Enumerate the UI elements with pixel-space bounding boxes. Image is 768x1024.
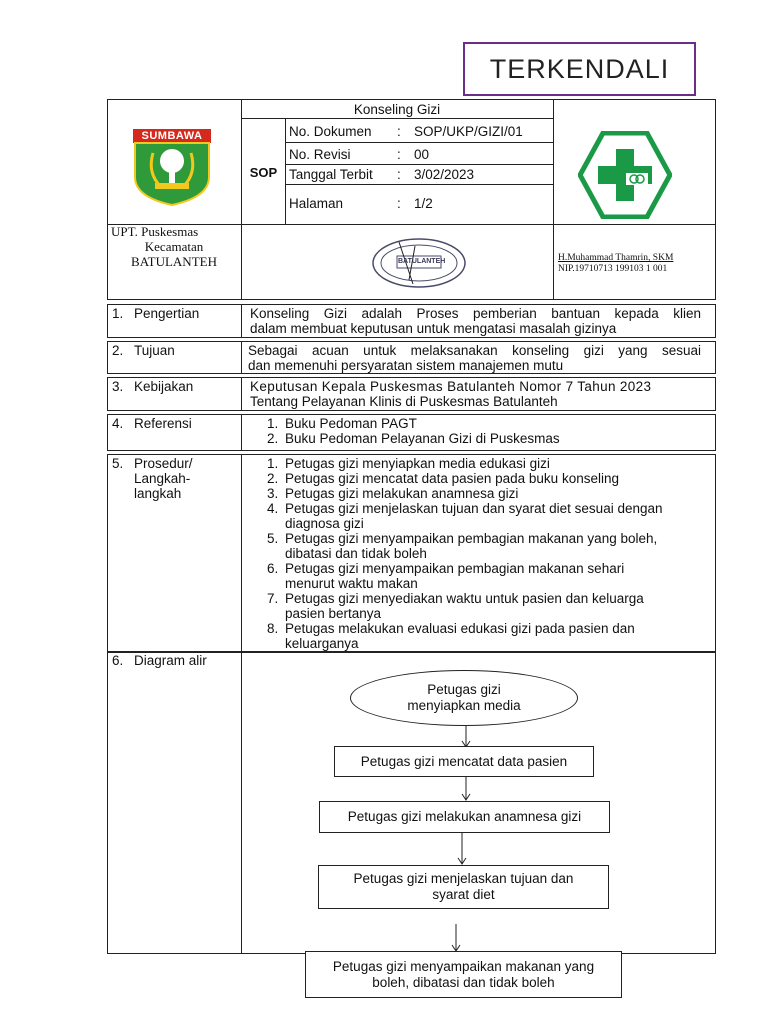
sumbawa-logo-text: SUMBAWA [141,130,203,142]
procedure-step-7-line-2: pasien bertanya [285,606,382,621]
revision-value: 00 [414,147,430,162]
flow-step-3-text: Petugas gizi melakukan anamnesa gizi [347,809,582,824]
procedure-step-6-line-2: menurut waktu makan [285,576,418,591]
section-5-num: 5. [112,456,124,471]
org-name-line-3: BATULANTEH [131,254,217,269]
section-1-text-line-2: dalam membuat keputusan untuk mengatasi masalah gizinya [250,321,617,336]
flow-step-4-line-1: Petugas gizi menjelaskan tujuan dan [353,871,574,886]
procedure-step-5-line-1: Petugas gizi menyampaikan pembagian makanan yang boleh, [285,531,658,546]
section-3-num: 3. [112,379,124,394]
list-item: 7. Petugas gizi menyediakan waktu untuk pasien dan keluarga pasien bertanya [267,591,644,621]
flow-step-3 [319,801,610,833]
reference-list [267,416,560,446]
section-2-num: 2. [112,343,124,358]
list-item: 2. Petugas gizi mencatat data pasien pada buku konseling [267,471,619,486]
page-label: Halaman [289,196,344,211]
procedure-list [267,456,663,651]
flow-step-1-line-1: Petugas gizi [427,682,501,697]
issue-date-label: Tanggal Terbit [289,167,373,182]
section-5-label-line-1: Prosedur/ [134,456,193,471]
signer-name: H.Muhammad Thamrin, SKM [558,253,674,263]
flow-step-2 [334,746,594,777]
status-stamp [463,42,696,96]
doc-number-value: SOP/UKP/GIZI/01 [414,124,523,139]
procedure-step-4-line-2: diagnosa gizi [285,516,364,531]
section-5-label-line-3: langkah [134,486,182,501]
flow-step-4-line-2: syarat diet [432,887,495,902]
section-1-text-line-1: Konseling Gizi adalah Proses pemberian bantuan kepada klien [250,306,701,321]
list-item: 5. Petugas gizi menyampaikan pembagian makanan yang boleh, dibatasi dan tidak boleh [267,531,658,561]
official-stamp [369,236,469,290]
status-label: TERKENDALI [489,53,670,84]
section-5-label-line-2: Langkah- [134,471,191,486]
procedure-step-4-line-1: Petugas gizi menjelaskan tujuan dan syarat diet sesuai dengan [285,501,663,516]
doc-number-sep: : [397,124,401,139]
revision-label: No. Revisi [289,147,351,162]
flow-arrow-2 [460,777,472,801]
list-item: 1. Buku Pedoman PAGT [267,416,417,431]
flow-arrow-3 [456,833,468,865]
flow-step-5-line-2: boleh, dibatasi dan tidak boleh [372,974,555,990]
section-2-text-line-1: Sebagai acuan untuk melaksanakan konseling gizi yang sesuai [248,343,701,358]
procedure-step-8-line-2: keluarganya [285,636,359,651]
flow-arrow-1 [460,726,472,748]
issue-date-value: 3/02/2023 [414,167,475,182]
revision-sep: : [397,147,401,162]
section-4-num: 4. [112,416,124,431]
procedure-step-3: Petugas gizi melakukan anamnesa gizi [285,486,519,501]
procedure-step-2: Petugas gizi mencatat data pasien pada buku konseling [285,471,619,486]
flow-step-5-line-1: Petugas gizi menyampaikan makanan yang [332,958,595,974]
reference-item-1: Buku Pedoman PAGT [285,416,417,431]
flow-step-1 [350,670,578,726]
sop-label: SOP [249,165,278,180]
list-item: 4. Petugas gizi menjelaskan tujuan dan syarat diet sesuai dengan diagnosa gizi [267,501,663,531]
flow-step-1-line-2: menyiapkan media [407,698,521,713]
procedure-step-5-line-2: dibatasi dan tidak boleh [285,546,427,561]
org-name-line-1: UPT. Puskesmas [111,224,199,239]
list-item: 1. Petugas gizi menyiapkan media edukasi gizi [267,456,550,471]
section-1-num: 1. [112,306,124,321]
section-3-text-line-2: Tentang Pelayanan Klinis di Puskesmas Batulanteh [250,394,558,409]
section-3-text-line-1: Keputusan Kepala Puskesmas Batulanteh Nomor 7 Tahun 2023 [250,379,652,394]
section-6-num: 6. [112,653,124,668]
doc-number-label: No. Dokumen [289,124,372,139]
section-4-label: Referensi [134,416,192,431]
sop-title: Konseling Gizi [353,102,441,117]
signer-nip: NIP.19710713 199103 1 001 [558,264,668,274]
reference-item-2: Buku Pedoman Pelayanan Gizi di Puskesmas [285,431,560,446]
page-sep: : [397,196,401,211]
procedure-step-7-line-1: Petugas gizi menyediakan waktu untuk pasien dan keluarga [285,591,644,606]
list-item: 2. Buku Pedoman Pelayanan Gizi di Puskesmas [267,431,560,446]
sumbawa-logo [131,127,213,207]
flow-step-5 [305,951,622,998]
stamp-text: BATULANTEH [398,258,446,265]
kemenkes-logo [578,131,672,219]
org-name-line-2: Kecamatan [144,239,204,254]
section-2-text-line-2: dan memenuhi persyaratan sistem manajemen mutu [248,358,564,373]
section-6-label: Diagram alir [134,653,207,668]
list-item: 8. Petugas melakukan evaluasi edukasi gizi pada pasien dan keluarganya [267,621,635,651]
section-1-label: Pengertian [134,306,200,321]
section-3-label: Kebijakan [134,379,194,394]
flow-arrow-4 [450,924,462,952]
list-item: 3. Petugas gizi melakukan anamnesa gizi [267,486,519,501]
list-item: 6. Petugas gizi menyampaikan pembagian makanan sehari menurut waktu makan [267,561,625,591]
procedure-step-1: Petugas gizi menyiapkan media edukasi gizi [285,456,550,471]
procedure-step-6-line-1: Petugas gizi menyampaikan pembagian makanan sehari [285,561,625,576]
page-value: 1/2 [414,196,433,211]
section-2-label: Tujuan [134,343,175,358]
procedure-step-8-line-1: Petugas melakukan evaluasi edukasi gizi pada pasien dan [285,621,635,636]
issue-date-sep: : [397,167,401,182]
flow-step-4 [318,865,609,909]
flow-step-2-text: Petugas gizi mencatat data pasien [360,753,568,769]
